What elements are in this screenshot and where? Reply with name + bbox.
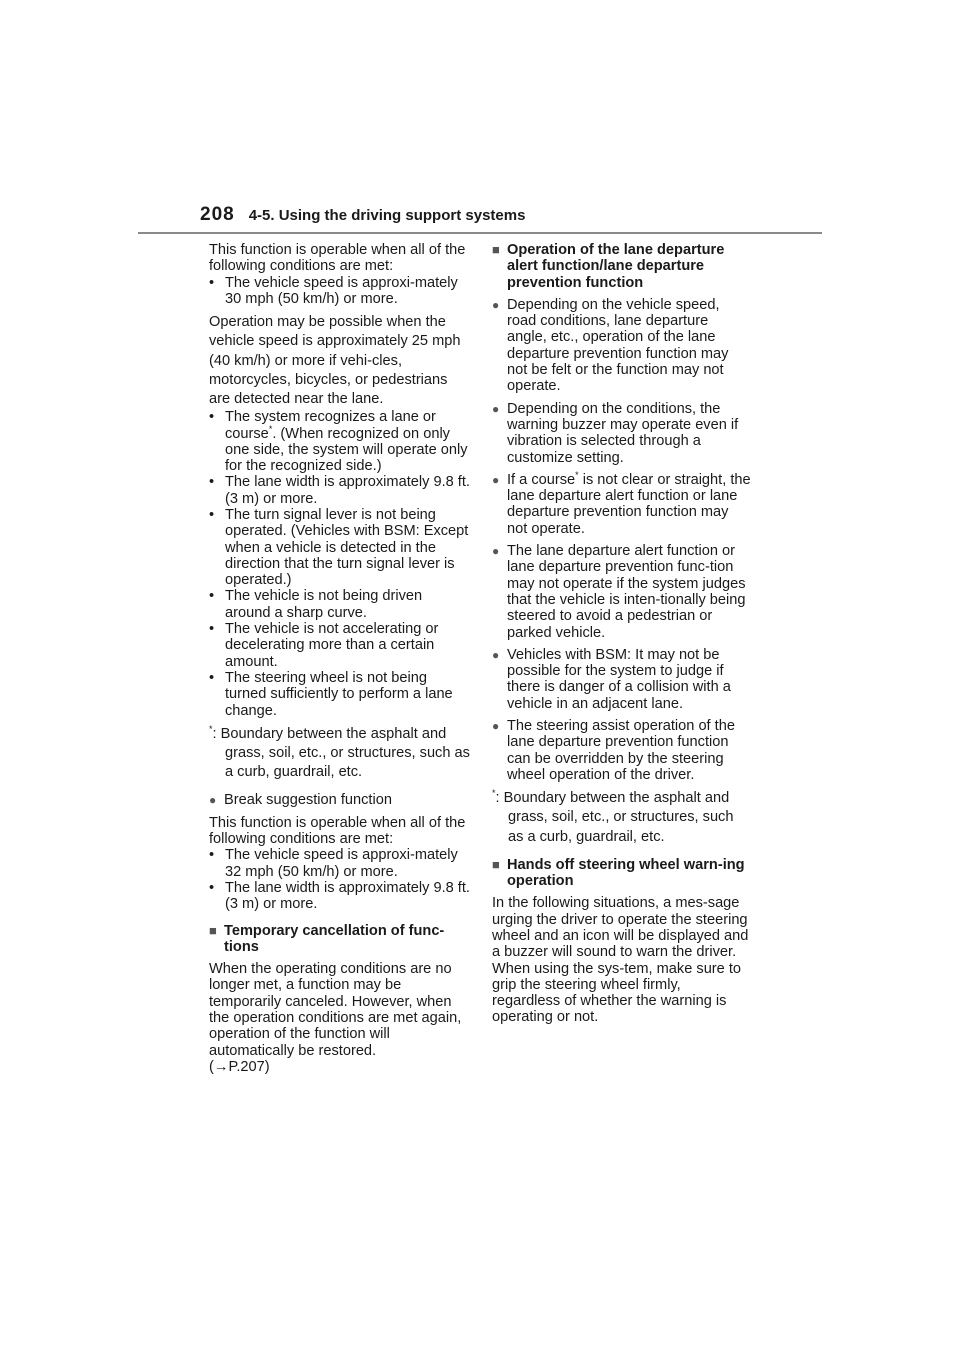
page-reference: (→P.207) (209, 1058, 270, 1075)
square-bullet-icon: ■ (492, 856, 500, 872)
circle-bullet-icon: ● (492, 544, 500, 559)
section-title: 4-5. Using the driving support systems (248, 207, 526, 224)
bullet-icon: • (209, 588, 215, 605)
section-heading: ■ Hands off steering wheel warn-ing operation (492, 856, 745, 890)
circle-bullet-icon: ● (209, 793, 217, 808)
section-heading: ■ Operation of the lane departure alert function/lane departure prevention function (492, 242, 725, 291)
asterisk-mark: * (209, 723, 213, 734)
bullet-icon: • (209, 409, 215, 426)
bullet-item: • The vehicle is not being driven around a sharp curve. (209, 588, 423, 621)
bullet-icon: • (209, 669, 215, 686)
paragraph: Operation may be possible when the vehicle speed is approximately 25 mph (40 km/h) or more if vehi-cles, motorcycles, bicycles, or pedestrians are detected near the lane. (209, 314, 461, 407)
bullet-icon: • (209, 274, 215, 291)
circle-item: ● Depending on the conditions, the warning buzzer may operate even if vibration is selected through a customize setting. (492, 400, 739, 466)
asterisk-mark: * (268, 423, 273, 434)
bullet-item: • The lane width is approximately 9.8 ft. (3 m) or more. (209, 474, 470, 507)
square-bullet-icon: ■ (492, 242, 500, 257)
page-header (200, 204, 525, 226)
circle-item: ● Vehicles with BSM: It may not be possible for the system to judge if there is danger of a collision with a vehicle in an adjacent lane. (492, 646, 731, 712)
left-column (209, 242, 471, 1075)
page-number: 208 (200, 204, 235, 225)
bullet-item: • The system recognizes a lane or course*. (When recognized on only one side, the system will operate only for the recognized side.) (209, 409, 468, 475)
arrow-icon: → (213, 1058, 229, 1075)
bullet-icon: • (209, 621, 215, 638)
paragraph: This function is operable when all of the following conditions are met: (209, 814, 466, 848)
bullet-icon: • (209, 506, 215, 523)
circle-bullet-icon: ● (492, 297, 500, 312)
bullet-item: • The vehicle is not accelerating or decelerating more than a certain amount. (209, 621, 439, 670)
bullet-item: • The vehicle speed is approxi-mately 30 mph (50 km/h) or more. (209, 274, 458, 307)
bullet-icon: • (209, 474, 215, 491)
bullet-item: • The steering wheel is not being turned sufficiently to perform a lane change. (209, 669, 453, 719)
circle-item: ● The steering assist operation of the lane departure prevention function can be overridden by the steering wheel operation of the driver. (492, 718, 735, 783)
bullet-icon: • (209, 879, 215, 896)
asterisk-mark: * (492, 788, 496, 799)
circle-bullet-icon: ● (492, 472, 500, 487)
asterisk-mark: * (575, 469, 579, 480)
bullet-item: • The vehicle speed is approxi-mately 32 mph (50 km/h) or more. (209, 847, 458, 880)
header-rule (138, 232, 822, 234)
circle-bullet-icon: ● (492, 719, 500, 734)
section-heading: ■ Temporary cancellation of func-tions (209, 922, 445, 955)
paragraph: When the operating conditions are no longer met, a function may be temporarily canceled. However, when the operation conditions are met again, operation of the function will automatically be restored. (209, 961, 462, 1059)
bullet-icon: • (209, 847, 215, 864)
circle-item: ● If a course* is not clear or straight, the lane departure alert function or lane departure prevention function may not operate. (492, 469, 751, 537)
square-bullet-icon: ■ (209, 922, 217, 938)
circle-item: ● Break suggestion function (209, 792, 392, 809)
circle-item: ● The lane departure alert function or lane departure prevention func-tion may not operate if the system judges that the vehicle is inten-tionally being steered to avoid a pedestrian or parked vehicle. (492, 543, 746, 641)
circle-bullet-icon: ● (492, 401, 500, 416)
circle-bullet-icon: ● (492, 647, 500, 662)
footnote: *: Boundary between the asphalt and grass, soil, etc., or structures, such as a curb, guardrail, etc. (492, 788, 734, 845)
bullet-item: • The turn signal lever is not being operated. (Vehicles with BSM: Except when a vehicle is detected in the direction that the turn signal lever is operated.) (209, 506, 469, 589)
paragraph: In the following situations, a mes-sage urging the driver to operate the steering wheel and an icon will be displayed and a buzzer will sound to warn the driver. When using the sys-tem, make sure to grip the steering wheel firmly, regardless of whether the warning is operating or not. (492, 895, 749, 1026)
paragraph: This function is operable when all of the following conditions are met: (209, 242, 466, 275)
bullet-item: • The lane width is approximately 9.8 ft. (3 m) or more. (209, 879, 470, 913)
circle-item: ● Depending on the vehicle speed, road conditions, lane departure angle, etc., operation of the lane departure prevention function may not be felt or the function may not operate. (492, 296, 729, 395)
right-column (492, 242, 752, 1026)
footnote: *: Boundary between the asphalt and grass, soil, etc., or structures, such as a curb, guardrail, etc. (209, 723, 470, 781)
